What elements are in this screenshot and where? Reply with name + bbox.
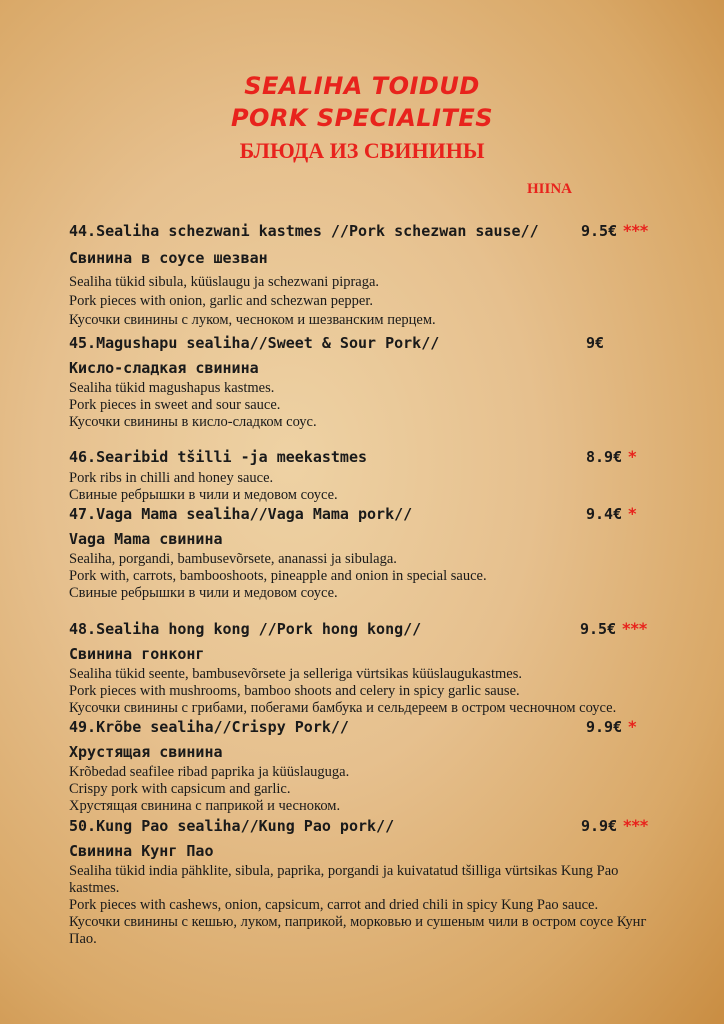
- item-price: 9.5€: [581, 222, 618, 240]
- item-price: 9.4€: [586, 505, 623, 523]
- category-label: HIINA: [527, 181, 573, 197]
- item-desc-et: Sealiha tükid india pähklite, sibula, paprika, porgandi ja kuivatatud tšilliga vürtsikas Kung Pao kastmes.: [69, 863, 619, 896]
- item-russian-name: Vaga Mama свинина: [69, 530, 223, 548]
- item-desc-ru: Кусочки свинины с луком, чесноком и шезванским перцем.: [69, 312, 436, 328]
- item-desc-ru: Кусочки свинины с кешью, луком, паприкой, морковью и сушеным чили в остром соусе Кунг Пао.: [69, 914, 647, 947]
- spice-stars: ***: [623, 816, 649, 835]
- item-desc-et: Sealiha tükid sibula, küüslaugu ja schezwani pipraga.: [69, 274, 380, 290]
- menu-item: [69, 330, 659, 431]
- spice-stars: *: [628, 447, 637, 466]
- menu-item: [69, 714, 659, 815]
- item-price: 9€: [586, 334, 605, 352]
- item-desc-ru: Кусочки свинины с грибами, побегами бамбука и сельдереем в остром чесночном соусе.: [69, 700, 617, 716]
- item-desc-et: Sealiha tükid magushapus kastmes.: [69, 380, 275, 396]
- item-desc-en: Crispy pork with capsicum and garlic.: [69, 781, 291, 797]
- title-english: PORK SPECIALITES: [230, 104, 494, 132]
- item-desc-ru: Кусочки свинины в кисло-сладком соус.: [69, 414, 317, 430]
- title-block: [0, 70, 724, 166]
- item-name: 50.Kung Pao sealiha//Kung Pao pork//: [69, 817, 395, 835]
- item-desc-ru: Свиные ребрышки в чили и медовом соусе.: [69, 487, 338, 503]
- item-price: 9.9€: [586, 718, 623, 736]
- item-desc-en: Pork ribs in chilli and honey sauce.: [69, 470, 274, 486]
- spice-stars: ***: [623, 221, 649, 240]
- item-price: 8.9€: [586, 448, 623, 466]
- menu-item: [69, 501, 659, 602]
- item-price: 9.9€: [581, 817, 618, 835]
- item-desc-en: Pork pieces with cashews, onion, capsicum, carrot and dried chili in spicy Kung Pao sauce.: [69, 897, 599, 913]
- menu-item: [69, 218, 659, 329]
- item-desc-en: Pork pieces with mushrooms, bamboo shoots and celery in spicy garlic sause.: [69, 683, 520, 699]
- item-name: 46.Searibid tšilli -ja meekastmes: [69, 448, 368, 466]
- item-desc-et: Krõbedad seafilee ribad paprika ja küüslauguga.: [69, 764, 350, 780]
- item-name: 44.Sealiha schezwani kastmes //Pork schezwan sause//: [69, 222, 539, 240]
- item-russian-name: Свинина Кунг Пао: [69, 842, 214, 860]
- item-desc-et: Sealiha, porgandi, bambusevõrsete, ananassi ja sibulaga.: [69, 551, 397, 567]
- item-desc-en: Pork pieces in sweet and sour sauce.: [69, 397, 281, 413]
- item-name: 45.Magushapu sealiha//Sweet & Sour Pork//: [69, 334, 440, 352]
- item-name: 48.Sealiha hong kong //Pork hong kong//: [69, 620, 422, 638]
- spice-stars: ***: [622, 619, 648, 638]
- item-desc-et: Sealiha tükid seente, bambusevõrsete ja selleriga vürtsikas küüslaugukastmes.: [69, 666, 523, 682]
- item-russian-name: Кисло-сладкая свинина: [69, 359, 259, 377]
- item-name: 49.Krõbe sealiha//Crispy Pork//: [69, 718, 349, 736]
- spice-stars: *: [628, 717, 637, 736]
- item-desc-ru: Свиные ребрышки в чили и медовом соусе.: [69, 585, 338, 601]
- item-desc-ru: Хрустящая свинина с паприкой и чесноком.: [69, 798, 341, 814]
- item-russian-name: Свинина в соусе шезван: [69, 249, 268, 267]
- item-russian-name: Хрустящая свинина: [69, 743, 223, 761]
- title-russian: БЛЮДА ИЗ СВИНИНЫ: [239, 138, 485, 163]
- menu-item: [69, 444, 659, 504]
- item-desc-en: Pork pieces with onion, garlic and schezwan pepper.: [69, 293, 374, 309]
- item-desc-en: Pork with, carrots, bambooshoots, pineapple and onion in special sauce.: [69, 568, 487, 584]
- spice-stars: *: [628, 504, 637, 523]
- title-estonian: SEALIHA TOIDUD: [244, 72, 480, 100]
- menu-item: [69, 616, 659, 717]
- item-name: 47.Vaga Mama sealiha//Vaga Mama pork//: [69, 505, 413, 523]
- item-russian-name: Свинина гонконг: [69, 645, 205, 663]
- item-price: 9.5€: [580, 620, 617, 638]
- menu-item: [69, 813, 659, 948]
